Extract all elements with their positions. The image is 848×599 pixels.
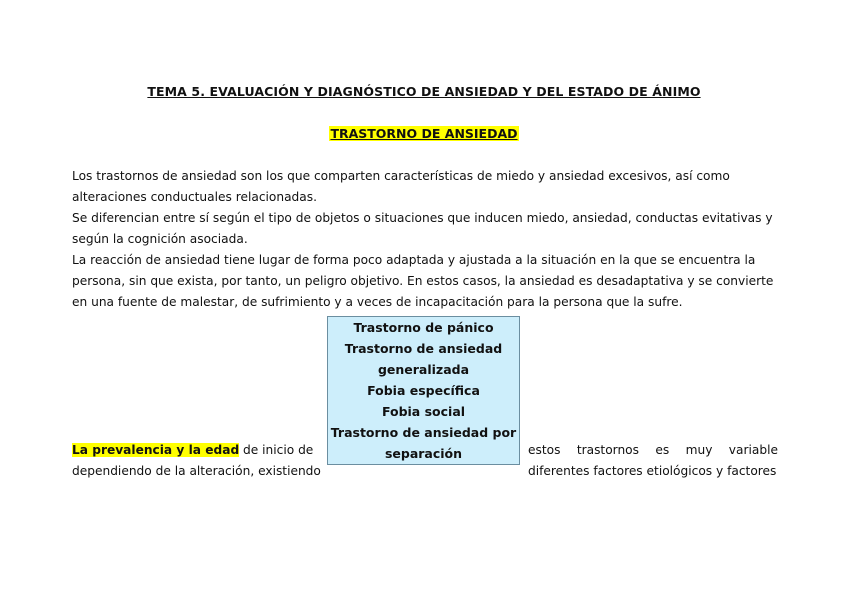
paragraph-line: La reacción de ansiedad tiene lugar de forma poco adaptada y ajustada a la situación en la que se encuentra la xyxy=(72,253,756,267)
disorders-list-box xyxy=(327,316,520,465)
left-text-column xyxy=(72,440,322,482)
document-title: TEMA 5. EVALUACIÓN Y DIAGNÓSTICO DE ANSIEDAD Y DEL ESTADO DE ÁNIMO xyxy=(147,84,701,99)
word: muy xyxy=(685,443,713,457)
box-item: separación xyxy=(384,446,463,461)
word: trastornos xyxy=(576,443,639,457)
left-line-2: dependiendo de la alteración, existiendo xyxy=(72,464,321,478)
section-heading-text: TRASTORNO DE ANSIEDAD xyxy=(330,126,518,141)
box-item: Fobia social xyxy=(381,404,466,419)
right-line-1 xyxy=(528,440,778,461)
left-line-1-rest: de inicio de xyxy=(239,443,314,457)
paragraph-line: alteraciones conductuales relacionadas. xyxy=(72,190,317,204)
box-item: Trastorno de pánico xyxy=(353,320,494,335)
word: es xyxy=(655,443,670,457)
right-line-2: diferentes factores etiológicos y factores xyxy=(528,464,777,478)
box-item: Fobia específica xyxy=(367,383,480,398)
left-line-1 xyxy=(72,440,322,461)
paragraph-line: en una fuente de malestar, de sufrimiento y a veces de incapacitación para la persona que la sufre. xyxy=(72,295,683,309)
box-item: generalizada xyxy=(377,362,470,377)
paragraph-line: Se diferencian entre sí según el tipo de objetos o situaciones que inducen miedo, ansiedad, conductas evitativas y xyxy=(72,211,773,225)
word: estos xyxy=(528,443,561,457)
box-item: Trastorno de ansiedad xyxy=(344,341,503,356)
paragraph-line: según la cognición asociada. xyxy=(72,232,248,246)
paragraph-line: Los trastornos de ansiedad son los que comparten características de miedo y ansiedad excesivos, así como xyxy=(72,169,730,183)
paragraph-line: persona, sin que exista, por tanto, un peligro objetivo. En estos casos, la ansiedad es desadaptativa y se convierte xyxy=(72,274,774,288)
highlighted-phrase: La prevalencia y la edad xyxy=(72,443,240,457)
intro-paragraph xyxy=(72,166,778,313)
section-heading xyxy=(0,126,848,141)
word: variable xyxy=(728,443,778,457)
box-item: Trastorno de ansiedad por xyxy=(330,425,517,440)
right-text-column xyxy=(528,440,778,482)
